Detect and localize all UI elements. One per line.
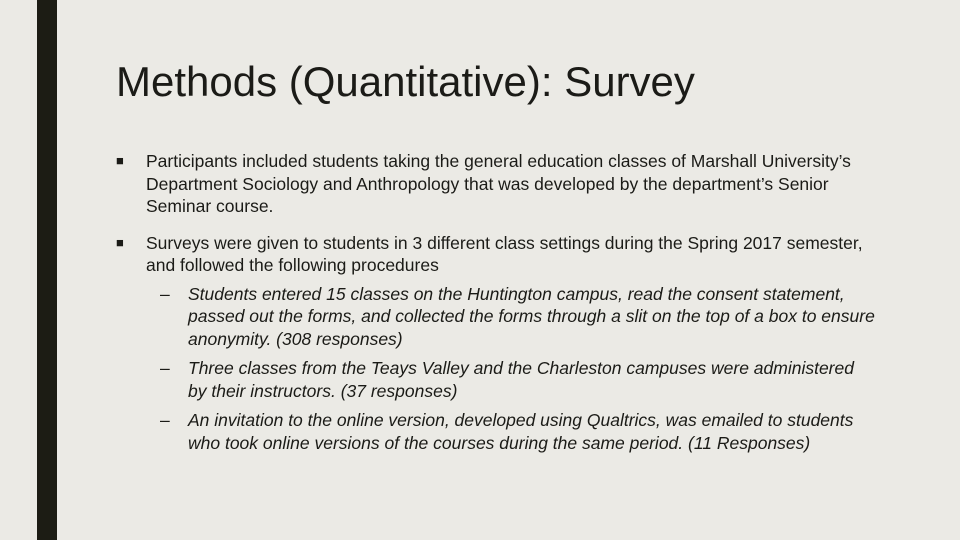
bullet-text: Participants included students taking the general education classes of Marshall University’s Department Sociology and Anthropology that was developed by the department’s Senior Seminar course. <box>146 151 851 216</box>
dash-bullet-icon: – <box>160 358 170 378</box>
bullet-item-participants <box>116 150 876 218</box>
square-bullet-icon: ■ <box>116 153 124 168</box>
dash-bullet-icon: – <box>160 410 170 430</box>
bullet-text: Surveys were given to students in 3 different class settings during the Spring 2017 semester, and followed the following procedures <box>146 232 863 275</box>
procedure-list <box>146 283 876 455</box>
procedure-item-online <box>146 409 876 454</box>
procedure-text: Three classes from the Teays Valley and the Charleston campuses were administered by their instructors. (37 responses) <box>188 358 854 401</box>
slide-content <box>116 150 876 454</box>
procedure-item-teays-charleston <box>146 357 876 402</box>
procedure-text: An invitation to the online version, developed using Qualtrics, was emailed to students who took online versions of the courses during the same period. (11 Responses) <box>188 410 854 453</box>
bullet-item-surveys <box>116 232 876 455</box>
procedure-item-huntington <box>146 283 876 351</box>
dash-bullet-icon: – <box>160 283 170 304</box>
slide-title: Methods (Quantitative): Survey <box>116 58 695 105</box>
square-bullet-icon: ■ <box>116 234 124 250</box>
accent-bar <box>37 0 57 540</box>
procedure-text: Students entered 15 classes on the Huntington campus, read the consent statement, passed out the forms, and collected the forms through a slit on the top of a box to ensure anonymity. (308 responses) <box>188 283 875 349</box>
